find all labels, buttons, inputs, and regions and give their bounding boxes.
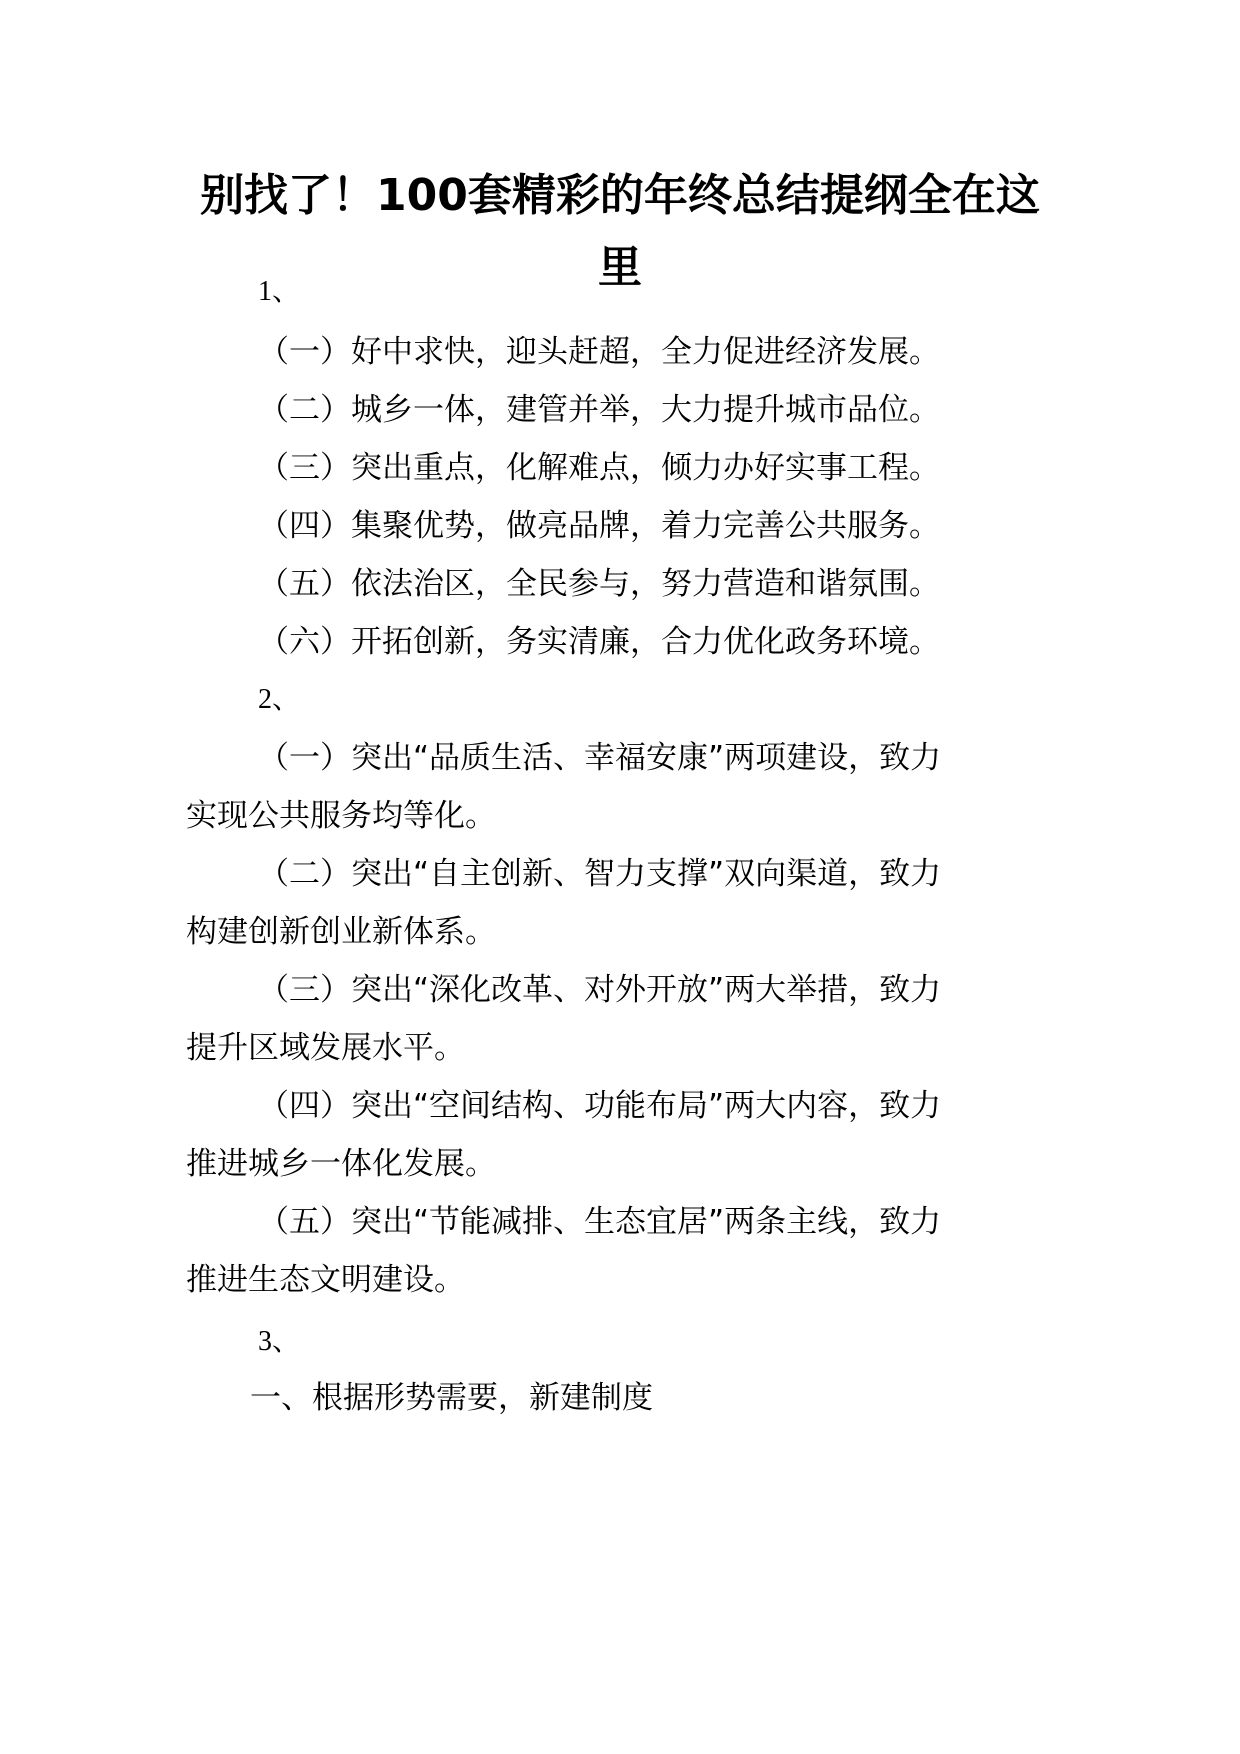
section-number-2: 2、 bbox=[258, 684, 301, 715]
section-number-1: 1、 bbox=[258, 276, 301, 307]
outline-item: 一、根据形势需要，新建制度 bbox=[250, 1380, 653, 1416]
outline-item-line2: 推进城乡一体化发展。 bbox=[186, 1146, 496, 1182]
outline-item-line1: （三）突出“深化改革、对外开放”两大举措，致力 bbox=[258, 972, 942, 1008]
document-title: 别找了！100套精彩的年终总结提纲全在这里 bbox=[200, 170, 1040, 293]
outline-item: （六）开拓创新，务实清廉，合力优化政务环境。 bbox=[258, 624, 940, 660]
outline-item: （五）依法治区，全民参与，努力营造和谐氛围。 bbox=[258, 566, 940, 602]
outline-item-line1: （五）突出“节能减排、生态宜居”两条主线，致力 bbox=[258, 1204, 942, 1240]
outline-item-line1: （四）突出“空间结构、功能布局”两大内容，致力 bbox=[258, 1088, 942, 1124]
outline-item-line2: 实现公共服务均等化。 bbox=[186, 798, 496, 834]
section-number-3: 3、 bbox=[258, 1326, 301, 1357]
outline-item: （二）城乡一体，建管并举，大力提升城市品位。 bbox=[258, 392, 940, 428]
outline-item-line1: （二）突出“自主创新、智力支撑”双向渠道，致力 bbox=[258, 856, 942, 892]
outline-item: （三）突出重点，化解难点，倾力办好实事工程。 bbox=[258, 450, 940, 486]
outline-item: （一）好中求快，迎头赶超，全力促进经济发展。 bbox=[258, 334, 940, 370]
outline-item-line2: 推进生态文明建设。 bbox=[186, 1262, 465, 1298]
outline-item: （四）集聚优势，做亮品牌，着力完善公共服务。 bbox=[258, 508, 940, 544]
outline-item-line2: 构建创新创业新体系。 bbox=[186, 914, 496, 950]
outline-item-line2: 提升区域发展水平。 bbox=[186, 1030, 465, 1066]
outline-item-line1: （一）突出“品质生活、幸福安康”两项建设，致力 bbox=[258, 740, 942, 776]
